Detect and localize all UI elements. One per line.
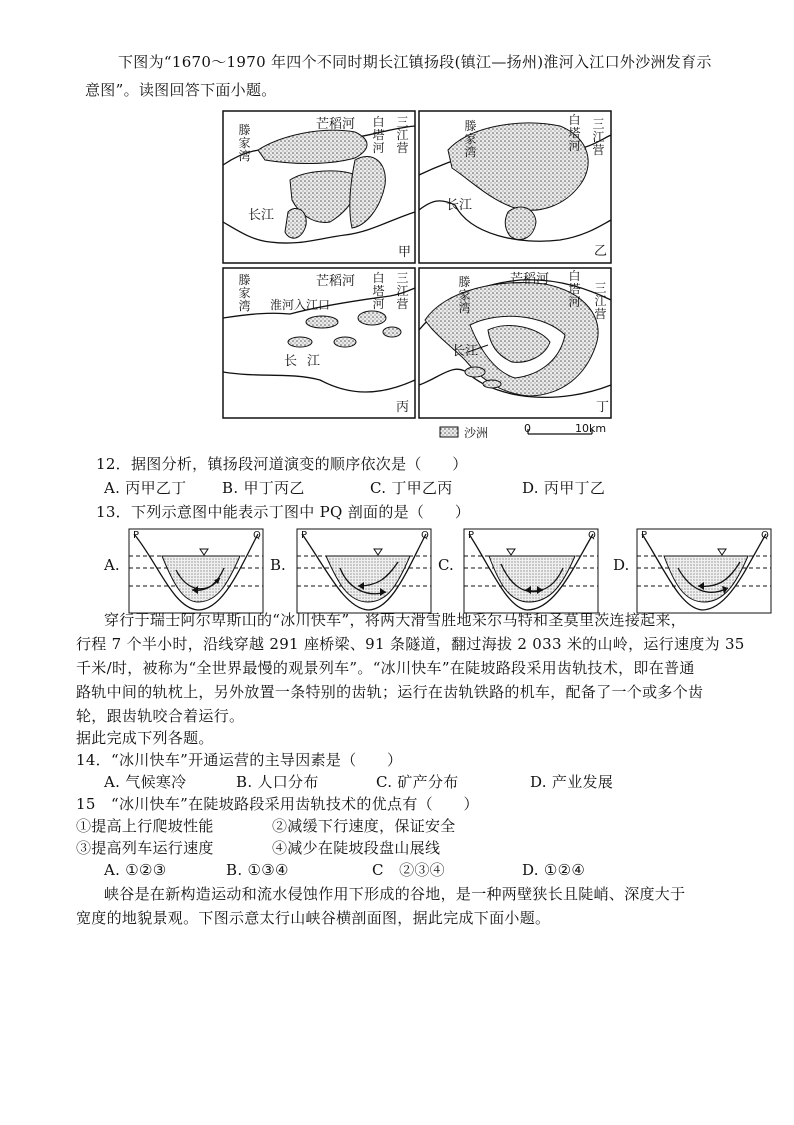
- q13-c-p: P: [468, 530, 475, 541]
- label-baita-bing: 白塔河: [372, 271, 385, 311]
- passage2-line-3: 千米/时，被称为“全世界最慢的观景列车”。“冰川快车”在陡坡路段采用齿轨技术，即在普通: [76, 659, 695, 677]
- q13-diagram-d: [636, 528, 772, 614]
- panel-label-jia: 甲: [398, 245, 412, 260]
- panel-label-ding: 丁: [596, 400, 610, 415]
- q13-option-d: D.: [613, 556, 630, 574]
- panel-label-yi: 乙: [594, 244, 608, 259]
- label-tengjia-jia: 滕家湾: [238, 123, 251, 163]
- label-tengjia-ding: 滕家湾: [458, 275, 471, 315]
- passage3-line-2: 宽度的地貌景观。下图示意太行山峡谷横剖面图，据此完成下面小题。: [76, 909, 551, 927]
- sandbar-bing-2: [358, 311, 386, 325]
- q15-item-2: ②减缓下行速度，保证安全: [272, 817, 456, 835]
- q13-diagram-a: [128, 528, 264, 614]
- q15-option-b: B. ①③④: [226, 861, 289, 879]
- label-tengjia-yi: 滕家湾: [464, 119, 477, 159]
- q12-option-c: C. 丁甲乙丙: [370, 479, 453, 497]
- q15-item-3: ③提高列车运行速度: [76, 839, 214, 857]
- q13-a-p: P: [133, 530, 140, 541]
- sandbar-bing-5: [383, 327, 401, 337]
- legend-scale-km: 10km: [575, 422, 607, 435]
- q13-d-q: Q: [761, 530, 769, 541]
- q14-stem: 14．“冰川快车”开通运营的主导因素是（ ）: [76, 751, 403, 769]
- passage3-line-1: 峡谷是在新构造运动和流水侵蚀作用下形成的谷地，是一种两壁狭长且陡峭、深度大于: [104, 885, 686, 903]
- sandbar-ding-small-1: [465, 367, 485, 377]
- map-frames: [0, 0, 794, 450]
- q12-option-b: B. 甲丁丙乙: [222, 479, 305, 497]
- label-changjiang-bing: 长江: [284, 354, 331, 369]
- q14-option-d: D. 产业发展: [530, 773, 614, 791]
- label-sanjiang-ding: 三江营: [594, 281, 607, 321]
- sandbar-bing-1: [306, 316, 338, 328]
- sandbar-bing-3: [288, 337, 312, 347]
- passage2-line-6: 据此完成下列各题。: [76, 729, 214, 747]
- q13-b-q: Q: [421, 530, 429, 541]
- q14-option-c: C. 矿产分布: [376, 773, 459, 791]
- label-changjiang-jia: 长江: [248, 208, 275, 223]
- label-tengjia-bing: 滕家湾: [238, 273, 251, 313]
- sandbar-bing-4: [334, 337, 356, 347]
- label-baita-yi: 白塔河: [568, 113, 581, 153]
- label-changjiang-ding: 长江: [452, 344, 479, 359]
- q15-option-d: D. ①②④: [522, 861, 586, 879]
- q13-a-q: Q: [253, 530, 261, 541]
- q15-option-a: A. ①②③: [104, 861, 167, 879]
- sandbar-map-figure: [0, 0, 794, 450]
- passage2-line-4: 路轨中间的轨枕上，另外放置一条特别的齿轨；运行在齿轨铁路的机车，配备了一个或多个齿: [76, 683, 704, 701]
- q15-item-4: ④减少在陡坡段盘山展线: [272, 839, 441, 857]
- intro-line-1: 下图为“1670～1970 年四个不同时期长江镇扬段(镇江—扬州)淮河入江口外沙洲发育示: [118, 53, 712, 71]
- panel-label-bing: 丙: [396, 400, 410, 415]
- passage2-line-5: 轮，跟齿轨咬合着运行。: [76, 707, 245, 725]
- q15-stem: 15 “冰川快车”在陡坡路段采用齿轨技术的优点有（ ）: [76, 795, 479, 813]
- label-mangdao-jia: 芒稻河: [316, 117, 356, 132]
- label-sanjiang-jia: 三江营: [396, 115, 409, 155]
- q13-option-a: A.: [104, 556, 120, 574]
- label-changjiang-yi: 长江: [446, 198, 473, 213]
- q12-stem: 12．据图分析，镇扬段河道演变的顺序依次是（ ）: [96, 455, 468, 473]
- q12-option-a: A. 丙甲乙丁: [104, 479, 187, 497]
- q15-option-c: C ②③④: [372, 861, 445, 879]
- q13-diagram-c: [463, 528, 599, 614]
- label-sanjiang-yi: 三江营: [592, 117, 605, 157]
- q13-option-c: C.: [438, 556, 454, 574]
- passage2-line-1: 穿行于瑞士阿尔卑斯山的“冰川快车”，将两大滑雪胜地采尔马特和圣莫里茨连接起来，: [104, 611, 687, 629]
- legend-sandbar-label: 沙洲: [464, 426, 489, 440]
- label-sanjiang-bing: 三江营: [396, 271, 409, 311]
- passage2-line-2: 行程 7 个半小时，沿线穿越 291 座桥梁、91 条隧道，翻过海拔 2 033 米的山岭，运行速度为 35: [76, 635, 745, 653]
- label-baita-jia: 白塔河: [372, 115, 385, 155]
- q13-c-q: Q: [588, 530, 596, 541]
- sandbar-ding-small-2: [483, 380, 501, 388]
- q13-stem: 13．下列示意图中能表示丁图中 PQ 剖面的是（ ）: [96, 503, 471, 521]
- label-huaihe-mouth: 淮河入江口: [270, 298, 331, 312]
- q13-b-p: P: [301, 530, 308, 541]
- legend-scale-zero: 0: [524, 422, 531, 435]
- intro-line-2: 意图”。读图回答下面小题。: [85, 81, 277, 99]
- label-mangdao-ding: 芒稻河: [510, 272, 550, 287]
- label-mangdao-bing: 芒稻河: [316, 274, 356, 289]
- q12-option-d: D. 丙甲丁乙: [522, 479, 606, 497]
- label-baita-ding: 白塔河: [568, 269, 581, 309]
- q13-option-b: B.: [270, 556, 286, 574]
- q14-option-a: A. 气候寒冷: [104, 773, 187, 791]
- q13-diagram-b: [296, 528, 432, 614]
- q14-option-b: B. 人口分布: [236, 773, 319, 791]
- q13-d-p: P: [641, 530, 648, 541]
- q15-item-1: ①提高上行爬坡性能: [76, 817, 214, 835]
